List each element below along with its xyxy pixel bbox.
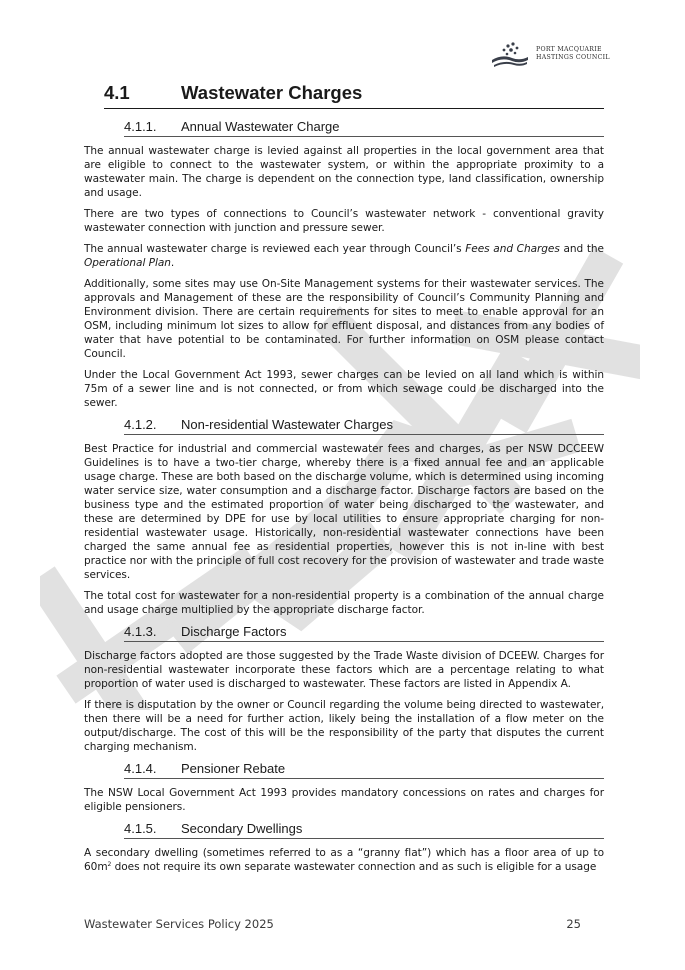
- paragraph: The total cost for wastewater for a non-residential property is a combination of the annual charge and usage charge multiplied by the appropriate discharge factor.: [84, 590, 604, 616]
- subsection-heading: [124, 624, 604, 642]
- subsection-number: 4.1.2.: [124, 417, 157, 432]
- footer-doc-title: Wastewater Services Policy 2025: [84, 917, 274, 931]
- page-footer: [84, 917, 581, 931]
- subsection-heading: [124, 417, 604, 435]
- paragraph: Best Practice for industrial and commercial wastewater fees and charges, as per NSW DCCEEW Guidelines is to have a two-tier charge, whereby there is a fixed annual fee and an applicable usage charge. These are both based on the discharge volume, which is determined using incoming water service size, water consumption and a discharge factor. Discharge factors are based on the business type and the estimated proportion of water being discharged to the wastewater, and these are determined by DPE for use by local utilities to ensure appropriate charging for non-residential wastewater usage. Historically, non-residential wastewater connections have been charged the same annual fee as residential properties, however this is not in-line with best practice nor with the principle of full cost recovery for the provision of wastewater and trade waste services.: [84, 443, 604, 581]
- main-content: [84, 82, 604, 881]
- operational-plan-ref: Operational Plan: [84, 257, 171, 269]
- section-number: 4.1: [104, 82, 130, 103]
- subsection-number: 4.1.4.: [124, 761, 157, 776]
- paragraph: Under the Local Government Act 1993, sewer charges can be levied on all land which is within 75m of a sewer line and is not connected, or from which sewage could be discharged into the sewer.: [84, 369, 604, 409]
- text-run: .: [170, 257, 175, 269]
- fees-and-charges-ref: Fees and Charges: [465, 243, 560, 255]
- subsection-title: Annual Wastewater Charge: [181, 119, 340, 134]
- subsection-heading: [124, 821, 604, 839]
- paragraph: The NSW Local Government Act 1993 provides mandatory concessions on rates and charges for eligible pensioners.: [84, 787, 604, 813]
- subsection-title: Secondary Dwellings: [181, 821, 303, 836]
- subsection-title: Discharge Factors: [181, 624, 287, 639]
- text-run: A secondary dwelling (sometimes referred to as a “granny flat”) which has a floor area of up to 60m: [84, 847, 604, 873]
- subsection-heading: [124, 119, 604, 137]
- paragraph: [84, 242, 604, 270]
- subsection-title: Non-residential Wastewater Charges: [181, 417, 393, 432]
- superscript: 2: [107, 861, 112, 868]
- logo-line-2: HASTINGS COUNCIL: [536, 54, 610, 61]
- paragraph: [84, 846, 604, 874]
- paragraph: There are two types of connections to Council’s wastewater network - conventional gravity wastewater connection with junction and pressure sewer.: [84, 208, 604, 234]
- section-heading: [104, 82, 604, 109]
- paragraph: Discharge factors adopted are those suggested by the Trade Waste division of DCEEW. Charges for non-residential wastewater incorporate these factors which are a percentage relating to what proportion of water used is discharged to wastewater. These factors are listed in Appendix A.: [84, 650, 604, 690]
- subsection-number: 4.1.1.: [124, 119, 157, 134]
- subsection-heading: [124, 761, 604, 779]
- text-run: and the: [559, 243, 604, 255]
- section-title: Wastewater Charges: [181, 82, 363, 103]
- council-logo: [490, 40, 650, 70]
- subsection-title: Pensioner Rebate: [181, 761, 286, 776]
- text-run: does not require its own separate wastewater connection and as such is eligible for a usage: [111, 861, 597, 873]
- subsection-number: 4.1.3.: [124, 624, 157, 639]
- paragraph: If there is disputation by the owner or Council regarding the volume being directed to wastewater, then there will be a need for further action, likely being the installation of a flow meter on the output/discharge. The cost of this will be the responsibility of the party that disputes the current charging mechanism.: [84, 699, 604, 753]
- logo-line-1: PORT MACQUARIE: [536, 46, 602, 53]
- paragraph: Additionally, some sites may use On-Site Management systems for their wastewater services. The approvals and Management of these are the responsibility of Council’s Community Planning and Environment division. There are certain requirements for sites to meet to enable approval for an OSM, including minimum lot sizes to allow for effluent disposal, and distances from any bodies of water that have potential to be contaminated. For further information on OSM please contact Council.: [84, 278, 604, 360]
- subsection-number: 4.1.5.: [124, 821, 157, 836]
- council-logo-icon: [490, 40, 530, 70]
- paragraph: The annual wastewater charge is levied against all properties in the local government area that are eligible to connect to the wastewater system, or within the appropriate proximity to a wastewater main. The charge is dependent on the connection type, land classification, ownership and usage.: [84, 145, 604, 199]
- page-number: 25: [566, 917, 581, 931]
- text-run: The annual wastewater charge is reviewed each year through Council’s: [84, 243, 466, 255]
